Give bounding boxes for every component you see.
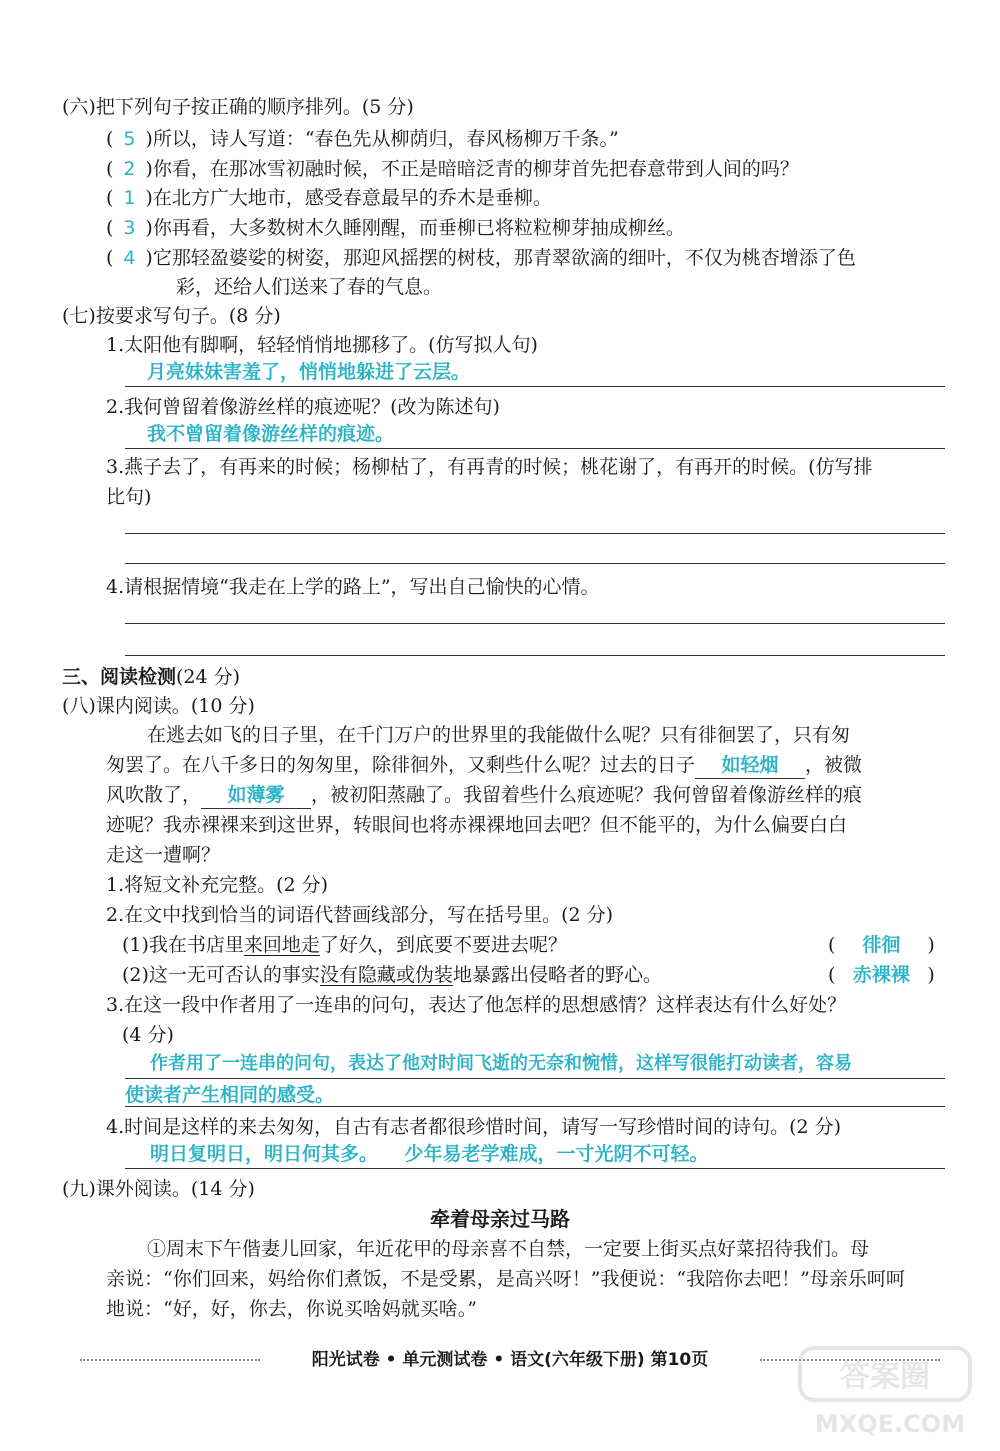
question-8-2-2 <box>122 960 662 990</box>
order-number: 5 <box>123 128 136 150</box>
ordering-item-1: ( 5 )所以，诗人写道：“春色先从柳荫归，春风杨柳万千条。” <box>106 124 619 154</box>
blank-answer-line[interactable] <box>125 563 945 564</box>
question-8-2: 2.在文中找到恰当的词语代替画线部分，写在括号里。(2 分) <box>106 904 614 926</box>
answer-paren-8-2-1[interactable]: ( 徘徊 ) <box>828 930 935 960</box>
ordering-item-5: ( 4 )它那轻盈婆娑的树姿，那迎风摇摆的树枝，那青翠欲滴的细叶，不仅为桃杏增添了色 <box>106 243 856 273</box>
answer-8-3-line2: 使读者产生相同的感受。 <box>125 1084 335 1106</box>
passage-text: ，被初阳蒸融了。我留着些什么痕迹呢？我何曾留着像游丝样的痕 <box>311 784 863 806</box>
order-number: 4 <box>123 247 136 269</box>
passage-line <box>106 780 862 810</box>
section7-heading: (七)按要求写句子。(8 分) <box>62 305 281 327</box>
ordering-text: )它那轻盈婆娑的树姿，那迎风摇摆的树枝，那青翠欲滴的细叶，不仅为桃杏增添了色 <box>145 247 856 269</box>
question-7-4: 4.请根据情境“我走在上学的路上”，写出自己愉快的心情。 <box>106 576 600 598</box>
answer-underline <box>125 1106 945 1107</box>
article-title: 牵着母亲过马路 <box>430 1207 570 1231</box>
question-8-2-1 <box>122 930 567 960</box>
blank-answer-line[interactable] <box>125 655 945 656</box>
answer-7-1: 月亮妹妹害羞了，悄悄地躲进了云层。 <box>147 361 471 383</box>
answer-8-4: 明日复明日，明日何其多。 少年易老学难成，一寸光阴不可轻。 <box>150 1143 709 1165</box>
section3-score: (24 分) <box>176 666 241 688</box>
passage-line: 走这一遭啊？ <box>106 844 221 866</box>
question-7-3: 3.燕子去了，有再来的时候；杨柳枯了，有再青的时候；桃花谢了，有再开的时候。(仿写排 <box>106 456 873 478</box>
question-8-3: 3.在这一段中作者用了一连串的问句，表达了他怎样的思想感情？这样表达有什么好处？ <box>106 994 847 1016</box>
passage-line <box>106 750 862 780</box>
question-7-3-cont: 比句) <box>106 486 152 508</box>
answer-line-8-4[interactable] <box>125 1140 945 1169</box>
article-line: 地说：“好，好，你去，你说买啥妈就买啥。” <box>106 1298 477 1320</box>
article-line: ①周末下午偕妻儿回家，年近花甲的母亲喜不自禁，一定要上街买点好菜招待我们。母 <box>147 1238 870 1260</box>
question-7-1: 1.太阳他有脚啊，轻轻悄悄地挪移了。(仿写拟人句) <box>106 334 538 356</box>
answer-line-7-1[interactable] <box>125 358 945 387</box>
answer-8-3-line1: 作者用了一连串的问句，表达了他对时间飞逝的无奈和惋惜，这样写很能打动读者，容易 <box>150 1053 852 1074</box>
section9-heading: (九)课外阅读。(14 分) <box>62 1178 255 1200</box>
blank-answer-line[interactable] <box>125 533 945 534</box>
article-line: 亲说：“你们回来，妈给你们煮饭，不是受累，是高兴呀！”我便说：“我陪你去吧！”母亲乐呵呵 <box>106 1268 905 1290</box>
ordering-text: )所以，诗人写道：“春色先从柳荫归，春风杨柳万千条。” <box>145 128 619 150</box>
ordering-item-4: ( 3 )你再看，大多数树木久睡刚醒，而垂柳已将粒粒柳芽抽成柳丝。 <box>106 213 685 243</box>
watermark-url: MXQE.COM <box>814 1410 966 1438</box>
sentence-text: 了好久，到底要不要进去呢？ <box>319 934 567 956</box>
section6-heading: (六)把下列句子按正确的顺序排列。(5 分) <box>62 96 414 118</box>
answer-8-2-1: 徘徊 <box>862 934 901 956</box>
answer-7-2: 我不曾留着像游丝样的痕迹。 <box>147 423 395 445</box>
watermark-logo <box>780 1342 980 1442</box>
sentence-text: (1)我在书店里 <box>122 934 244 956</box>
question-7-2: 2.我何曾留着像游丝样的痕迹呢？(改为陈述句) <box>106 396 500 418</box>
ordering-text: )你看，在那冰雪初融时候，不正是暗暗泛青的柳芽首先把春意带到人间的吗？ <box>145 158 799 180</box>
sentence-text: 地暴露出侵略者的野心。 <box>452 964 662 986</box>
ordering-text: )你再看，大多数树木久睡刚醒，而垂柳已将粒粒柳芽抽成柳丝。 <box>145 217 685 239</box>
footer-text: 阳光试卷 • 单元测试卷 • 语文(六年级下册) 第10页 <box>311 1350 709 1370</box>
ordering-item-5-cont: 彩，还给人们送来了春的气息。 <box>176 276 443 298</box>
answer-line-7-2[interactable] <box>125 420 945 449</box>
underlined-phrase: 来回地走 <box>243 934 320 956</box>
footer-dots-left <box>80 1359 260 1361</box>
section8-heading: (八)课内阅读。(10 分) <box>62 695 255 717</box>
order-number: 2 <box>123 158 136 180</box>
passage-text: 风吹散了， <box>106 784 202 806</box>
ordering-text: )在北方广大地市，感受春意最早的乔木是垂柳。 <box>145 187 552 209</box>
order-number: 3 <box>123 217 136 239</box>
passage-text: 匆罢了。在八千多日的匆匆里，除徘徊外，又剩些什么呢？过去的日子 <box>106 754 696 776</box>
passage-text: ，被微 <box>805 754 863 776</box>
answer-paren-8-2-2[interactable]: ( 赤裸裸 ) <box>828 960 935 990</box>
watermark-logo-text: 答案圈 <box>840 1359 930 1394</box>
blank-fill-2[interactable]: 如薄雾 <box>201 782 311 809</box>
section3-heading-row <box>62 662 240 692</box>
passage-line: 在逃去如飞的日子里，在千门万户的世界里的我能做什么呢？只有徘徊罢了，只有匆 <box>147 724 851 746</box>
sentence-text: (2)这一无可否认的事实 <box>122 964 320 986</box>
underlined-phrase: 没有隐藏或伪装 <box>319 964 453 986</box>
ordering-item-2: ( 2 )你看，在那冰雪初融时候，不正是暗暗泛青的柳芽首先把春意带到人间的吗？ <box>106 154 799 184</box>
blank-answer-line[interactable] <box>125 623 945 624</box>
answer-8-2-2: 赤裸裸 <box>852 964 910 986</box>
question-8-3-score: (4 分) <box>122 1024 174 1046</box>
passage-line: 迹呢？我赤裸裸来到这世界，转眼间也将赤裸裸地回去吧？但不能平的，为什么偏要白白 <box>106 814 848 836</box>
question-8-4: 4.时间是这样的来去匆匆，自古有志者都很珍惜时间，请写一写珍惜时间的诗句。(2 分) <box>106 1116 842 1138</box>
question-8-1: 1.将短文补充完整。(2 分) <box>106 874 329 896</box>
blank-fill-1[interactable]: 如轻烟 <box>695 752 805 779</box>
ordering-item-3: ( 1 )在北方广大地市，感受春意最早的乔木是垂柳。 <box>106 183 552 213</box>
section3-heading: 三、阅读检测 <box>62 666 177 688</box>
answer-line-8-3a[interactable] <box>125 1050 945 1079</box>
order-number: 1 <box>123 187 136 209</box>
